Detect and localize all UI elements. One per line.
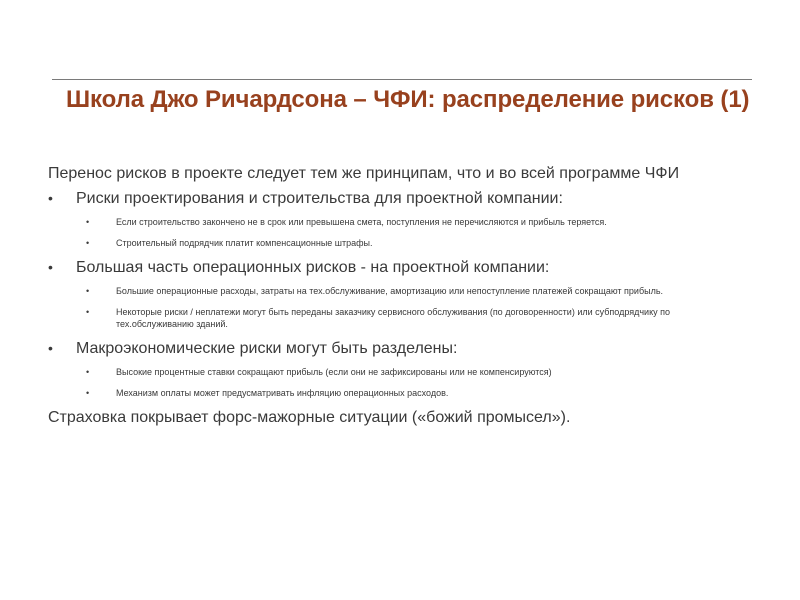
sub-bullet-marker: • xyxy=(86,307,90,317)
intro-paragraph: Перенос рисков в проекте следует тем же принципам, что и во всей программе ЧФИ xyxy=(48,165,680,182)
bullet-marker: • xyxy=(48,190,53,206)
bullet-text: Макроэкономические риски могут быть разделены: xyxy=(76,340,458,357)
title-divider xyxy=(52,79,752,80)
sub-bullet-item xyxy=(86,387,748,399)
sub-bullet-marker: • xyxy=(86,367,90,377)
sub-bullet-item xyxy=(86,237,748,249)
bullet-item xyxy=(48,339,748,399)
sub-bullet-list xyxy=(76,366,748,399)
sub-bullet-item xyxy=(86,285,748,297)
bullet-marker: • xyxy=(48,259,53,275)
bullet-list xyxy=(48,189,748,399)
sub-bullet-item xyxy=(86,306,748,330)
bullet-item xyxy=(48,189,748,249)
sub-bullet-marker: • xyxy=(86,286,90,296)
sub-bullet-text: Механизм оплаты может предусматривать инфляцию операционных расходов. xyxy=(116,388,449,398)
sub-bullet-marker: • xyxy=(86,217,90,227)
bullet-text: Риски проектирования и строительства для проектной компании: xyxy=(76,190,563,207)
sub-bullet-text: Некоторые риски / неплатежи могут быть переданы заказчику сервисного обслуживания (по договоренности) или субподрядчику по тех.обслуживанию зданий. xyxy=(116,307,670,329)
closing-paragraph: Страховка покрывает форс-мажорные ситуации («божий промысел»). xyxy=(48,409,571,426)
sub-bullet-item xyxy=(86,216,748,228)
sub-bullet-list xyxy=(76,216,748,249)
sub-bullet-text: Если строительство закончено не в срок или превышена смета, поступления не перечисляются и прибыль теряется. xyxy=(116,217,607,227)
slide-title: Школа Джо Ричардсона – ЧФИ: распределение рисков (1) xyxy=(66,86,750,113)
bullet-marker: • xyxy=(48,340,53,356)
bullet-text: Большая часть операционных рисков - на проектной компании: xyxy=(76,259,550,276)
bullet-item xyxy=(48,258,748,330)
sub-bullet-text: Высокие процентные ставки сокращают прибыль (если они не зафиксированы или не компенсируются) xyxy=(116,367,552,377)
sub-bullet-text: Строительный подрядчик платит компенсационные штрафы. xyxy=(116,238,373,248)
sub-bullet-marker: • xyxy=(86,238,90,248)
sub-bullet-marker: • xyxy=(86,388,90,398)
sub-bullet-item xyxy=(86,366,748,378)
slide-content xyxy=(48,164,748,427)
sub-bullet-text: Большие операционные расходы, затраты на тех.обслуживание, амортизацию или непоступление платежей сокращают прибыль. xyxy=(116,286,664,296)
sub-bullet-list xyxy=(76,285,748,330)
